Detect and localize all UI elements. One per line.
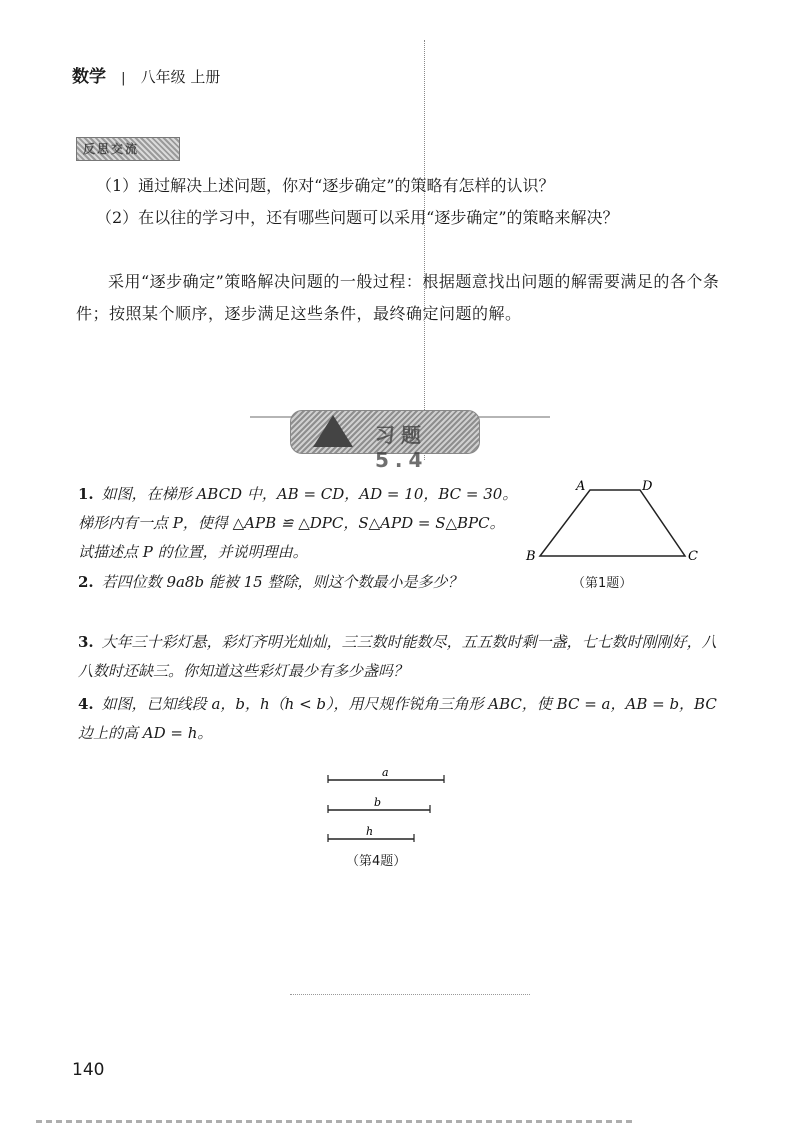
exercise-banner-title: 习题5.4 (375, 423, 429, 472)
problem-1 (78, 480, 518, 567)
trapezoid-figure (520, 478, 720, 568)
figure-4-caption: （第4题） (346, 854, 407, 869)
vertex-label-b: B (526, 549, 536, 564)
problem-3-number: 3. (78, 633, 94, 651)
section-label: 反思交流 (83, 142, 140, 156)
summary-paragraph: 采用“逐步确定”策略解决问题的一般过程：根据题意找出问题的解需要满足的各个条件；按照某个顺序，逐步满足这些条件，最终确定问题的解。 (76, 272, 720, 323)
segments-figure (320, 766, 460, 846)
figure-1-caption: （第1题） (572, 576, 633, 591)
exercise-banner (290, 410, 480, 472)
question-1: （1）通过解决上述问题，你对“逐步确定”的策略有怎样的认识？ (96, 176, 555, 195)
page-number: 140 (72, 1060, 105, 1080)
problem-2-number: 2. (78, 573, 94, 591)
question-2: （2）在以往的学习中，还有哪些问题可以采用“逐步确定”的策略来解决？ (96, 208, 619, 227)
vertex-label-d: D (642, 479, 653, 494)
problem-2 (78, 568, 518, 597)
scan-artifact-dots (290, 994, 530, 995)
header-subject: 数学 (72, 67, 106, 87)
segment-h-label: h (366, 825, 374, 838)
vertex-label-c: C (688, 549, 698, 564)
scan-artifact-line (424, 40, 425, 460)
segment-b-label: b (374, 796, 382, 809)
segment-a-label: a (382, 766, 389, 779)
header-separator: | (121, 71, 126, 86)
triangle-icon (313, 415, 353, 447)
problem-4-number: 4. (78, 695, 94, 713)
problem-1-number: 1. (78, 485, 94, 503)
problem-4-text: 如图，已知线段 a，b，h（h < b），用尺规作锐角三角形 ABC，使 BC = a，AB = b，BC 边上的高 AD = h。 (78, 695, 717, 742)
problem-2-text: 若四位数 9a8b 能被 15 整除，则这个数最小是多少？ (101, 573, 463, 591)
scan-bottom-edge (36, 1120, 636, 1123)
problem-1-text: 如图，在梯形 ABCD 中，AB = CD，AD = 10，BC = 30。梯形内有一点 P，使得 △APB ≌ △DPC，S△APD = S△BPC。试描述点 P 的位置，并说明理由。 (78, 485, 518, 561)
problem-3-text: 大年三十彩灯悬，彩灯齐明光灿灿，三三数时能数尽，五五数时剩一盏，七七数时刚刚好，八八数时还缺三。你知道这些彩灯最少有多少盏吗？ (78, 633, 717, 680)
problem-3 (78, 628, 728, 686)
page-header (72, 62, 220, 87)
section-label-box (76, 137, 180, 161)
problem-4 (78, 690, 728, 748)
header-grade: 八年级 上册 (140, 68, 221, 86)
trapezoid-shape (540, 490, 685, 556)
vertex-label-a: A (576, 479, 586, 494)
